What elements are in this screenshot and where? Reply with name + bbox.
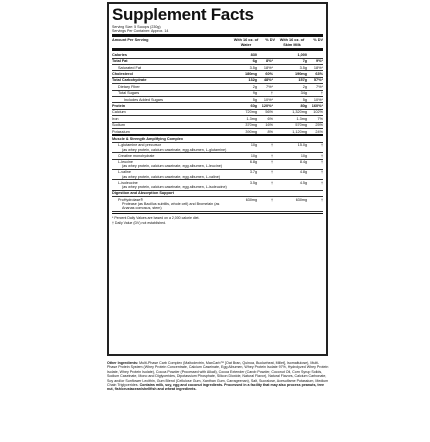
nutrient-amount-water: 1.3mg <box>246 116 257 121</box>
muscle-row-dv-milk: † <box>320 180 323 185</box>
nutrient-amount-milk: 80g <box>300 103 307 108</box>
nutrient-dv-water: 120%* <box>261 103 273 108</box>
nutrient-dv-milk: 10%* <box>313 97 323 102</box>
muscle-row-dv-water: † <box>270 153 273 158</box>
nutrient-name: Dietary Fiber <box>118 84 140 89</box>
digestion-row-amount-milk: 630mg <box>295 197 307 202</box>
muscle-row-amount-milk: 15.0g <box>297 143 307 148</box>
muscle-list <box>112 143 323 191</box>
dv-header-2: % DV <box>313 38 323 43</box>
nutrient-dv-water: † <box>270 91 273 96</box>
muscle-row-dv-milk: † <box>320 143 323 148</box>
nutrient-amount-water: 390mg <box>245 129 257 134</box>
nutrient-amount-milk: 190mg <box>294 71 307 76</box>
digestion-section-title: Digestion and Absorption Support <box>112 191 323 198</box>
digestion-row-amount-water: 630mg <box>245 197 257 202</box>
footnote-dagger: † Daily Value (DV) not established. <box>112 221 167 226</box>
milk-header: With 16 oz. of Skim Milk <box>279 38 305 47</box>
nutrient-name: Potassium <box>112 129 130 134</box>
muscle-row-dv-water: † <box>270 143 273 148</box>
muscle-row-title: L-valine <box>118 170 131 175</box>
nutrient-amount-water: 3.5g <box>249 65 257 70</box>
nutrient-dv-milk: 102% <box>313 110 323 115</box>
nutrient-dv-milk <box>309 53 323 57</box>
nutrient-dv-water: 6% <box>267 116 273 121</box>
rule <box>112 213 323 214</box>
allergen-text: Contains milk, soy, egg and coconut ingredients. Processed in a facility that may also process peanuts, tree nut, fish/crustacean/shellfish and wheat ingredients. <box>107 383 325 392</box>
nutrient-amount-water: 60g <box>250 103 257 108</box>
nutrient-amount-milk: 1,320mg <box>292 110 307 115</box>
nutrient-list <box>112 52 323 136</box>
muscle-row-title: L-glutamine and precursor <box>118 143 162 148</box>
nutrient-name: Protein <box>112 103 126 108</box>
amount-header: Amount Per Serving <box>112 38 149 43</box>
muscle-section-title: Muscle & Strength Amplifying Complex <box>112 136 323 143</box>
digestion-row-title: ProHydrolase® <box>118 197 144 202</box>
nutrient-amount-water: 2g <box>252 84 257 89</box>
muscle-row-amount-water: 3.7g <box>249 170 257 175</box>
muscle-row-amount-water: 3.5g <box>249 180 257 185</box>
nutrient-dv-water: 8%* <box>266 59 273 64</box>
dv-header-1: % DV <box>265 38 275 43</box>
servings-per-container: Servings Per Container: Approx. 14 <box>112 29 169 34</box>
nutrient-dv-milk: 63% <box>315 71 323 76</box>
nutrient-name: Total Carbohydrate <box>112 78 147 83</box>
ingredients-label: Other Ingredients: <box>107 361 139 365</box>
nutrient-dv-milk: 24% <box>315 129 323 134</box>
nutrient-dv-milk: † <box>320 91 323 96</box>
nutrient-dv-water <box>259 53 273 57</box>
muscle-row-source: (as whey protein, calcium caseinate, egg albumen, L-isoleucine) <box>122 185 227 190</box>
nutrient-name: Includes Added Sugars <box>124 97 164 102</box>
nutrient-name: Calories <box>112 52 127 57</box>
muscle-row-title: L-isoleucine <box>118 180 138 185</box>
nutrient-amount-milk: 3.5g <box>299 65 307 70</box>
nutrient-name: Saturated Fat <box>118 65 142 70</box>
muscle-row-source: (as whey protein, calcium caseinate, egg albumen, L-leucine) <box>122 164 223 169</box>
muscle-row-amount-milk: 8.4g <box>299 160 307 164</box>
ingredients-text: Multi-Phase Carb Complex (Maltodextrin, MaxCarb™ [Oat Bran, Quinoa, Buckwheat, Millet], Isomaltulose), Multi-Phase Protein System (Whey Protein Concentrate, Calcium Caseinate, Egg Albumen, Whey Protein Isolate 97%, Hydrolyzed Whey Protein Isolate, Whey Protein Isolate), Cocoa Powder (Processed with Alkali), Cocoa Extender (Carob Powder, Coconut Oil, Corn Syrup Solids, Sodium Caseinate, Mono and Diglycerides, Dipotassium Phosphate, Silicon Dioxide, Natural Flavor), Natural Flavors, Calcium Carbonate, Soy and/or Sunflower Lecithin, Gum Blend (Cellulose Gum, Xanthan Gum, Carrageenan), Salt, Sucralose, Acesulfame Potassium, Medium Chain Triglycerides. <box>107 361 329 388</box>
nutrient-amount-milk: 570mg <box>295 123 307 128</box>
nutrient-amount-water: 6g <box>252 59 257 64</box>
muscle-row-name <box>112 181 227 189</box>
nutrient-amount-milk: 5g <box>302 97 307 102</box>
muscle-row-amount-milk: 4.5g <box>299 180 307 185</box>
nutrient-dv-water: 10%* <box>263 97 273 102</box>
nutrient-amount-milk: 7g <box>302 59 307 64</box>
nutrient-dv-milk: 57%* <box>313 78 323 83</box>
digestion-row-name <box>112 198 227 211</box>
column-header <box>112 38 323 47</box>
digestion-row-source: Protease (as Bacillus subtilis, whole cell) and Bromelain (as Ananas comosus, stem) <box>122 202 220 211</box>
nutrient-name: Sodium <box>112 123 125 128</box>
muscle-row-name <box>112 154 227 158</box>
nutrient-amount-milk: 157g <box>298 78 307 83</box>
nutrient-name: Calcium <box>112 110 126 115</box>
muscle-row-source: (as whey protein, calcium caseinate, egg albumen, L-valine) <box>122 174 220 179</box>
digestion-row-dv-water: † <box>270 197 273 202</box>
muscle-row-dv-milk: † <box>320 160 323 164</box>
muscle-row-name <box>112 143 227 151</box>
nutrient-name: Total Sugars <box>118 91 140 96</box>
muscle-row-name <box>112 160 227 168</box>
muscle-row-amount-water: 10g <box>250 153 257 158</box>
muscle-row-dv-water: † <box>270 160 273 164</box>
nutrient-amount-water: 720mg <box>245 110 257 115</box>
footnote-dv: * Percent Daily Values are based on a 2,000 calorie diet. <box>112 215 200 220</box>
muscle-row-name <box>112 170 227 178</box>
digestion-row <box>112 197 323 212</box>
nutrient-dv-water: 48%* <box>263 78 273 83</box>
nutrient-amount-water: 9g <box>252 91 257 96</box>
supplement-facts-panel <box>107 2 328 356</box>
nutrient-dv-milk: 7%* <box>316 84 323 89</box>
nutrient-dv-water: 16% <box>265 123 273 128</box>
water-header: With 16 oz. of Water <box>233 38 259 47</box>
muscle-row-dv-water: † <box>270 180 273 185</box>
panel-title: Supplement Facts <box>112 5 254 24</box>
nutrient-dv-milk: 25% <box>315 123 323 128</box>
muscle-row-dv-milk: † <box>320 170 323 175</box>
digestion-list <box>112 197 323 212</box>
nutrient-name: Iron <box>112 116 119 121</box>
nutrient-dv-water: 8% <box>267 129 273 134</box>
muscle-row <box>112 143 323 153</box>
muscle-row-amount-water: 6.8g <box>249 160 257 164</box>
nutrient-dv-water: 18%* <box>263 65 273 70</box>
nutrient-amount-milk: 1,000 <box>297 52 307 57</box>
muscle-row-source: (as whey protein, calcium caseinate, egg albumen, L-glutamine) <box>122 147 227 152</box>
nutrient-amount-water: 370mg <box>245 123 257 128</box>
other-ingredients <box>107 361 329 392</box>
nutrient-amount-milk: 34g <box>300 91 307 96</box>
muscle-row-title: Creatine monohydrate <box>118 153 155 158</box>
muscle-row-title: L-leucine <box>118 160 133 164</box>
nutrient-amount-milk: 1,120mg <box>292 129 307 134</box>
serving-size: Serving Size: 5 Scoops (230g) <box>112 25 161 29</box>
nutrient-amount-water: 132g <box>248 78 257 83</box>
muscle-row-amount-water: 10g <box>250 143 257 148</box>
nutrient-amount-water: 5g <box>252 97 257 102</box>
muscle-row-dv-milk: † <box>320 153 323 158</box>
muscle-row <box>112 180 323 190</box>
nutrient-amount-milk: 2g <box>302 84 307 89</box>
thick-rule <box>112 34 323 37</box>
nutrient-name: Cholesterol <box>112 71 133 76</box>
nutrient-name: Total Fat <box>112 59 128 64</box>
muscle-row <box>112 170 323 180</box>
nutrient-dv-milk: 7% <box>317 116 323 121</box>
digestion-row-dv-milk: † <box>320 197 323 202</box>
nutrient-amount-milk: 1.3mg <box>296 116 307 121</box>
muscle-row-amount-milk: 10g <box>300 153 307 158</box>
thick-rule <box>112 48 323 51</box>
nutrient-dv-water: 60% <box>265 71 273 76</box>
muscle-row-dv-water: † <box>270 170 273 175</box>
muscle-row-amount-milk: 4.8g <box>299 170 307 175</box>
nutrient-dv-milk: 18%* <box>313 65 323 70</box>
muscle-row <box>112 160 323 170</box>
nutrient-row <box>112 129 323 136</box>
nutrient-amount-water: 830 <box>250 52 257 57</box>
nutrient-dv-water: 7%* <box>266 84 273 89</box>
nutrient-amount-water: 180mg <box>244 71 257 76</box>
nutrient-dv-water: 56% <box>265 110 273 115</box>
nutrient-dv-milk: 9%* <box>316 59 323 64</box>
nutrient-dv-milk: 160%* <box>311 103 323 108</box>
